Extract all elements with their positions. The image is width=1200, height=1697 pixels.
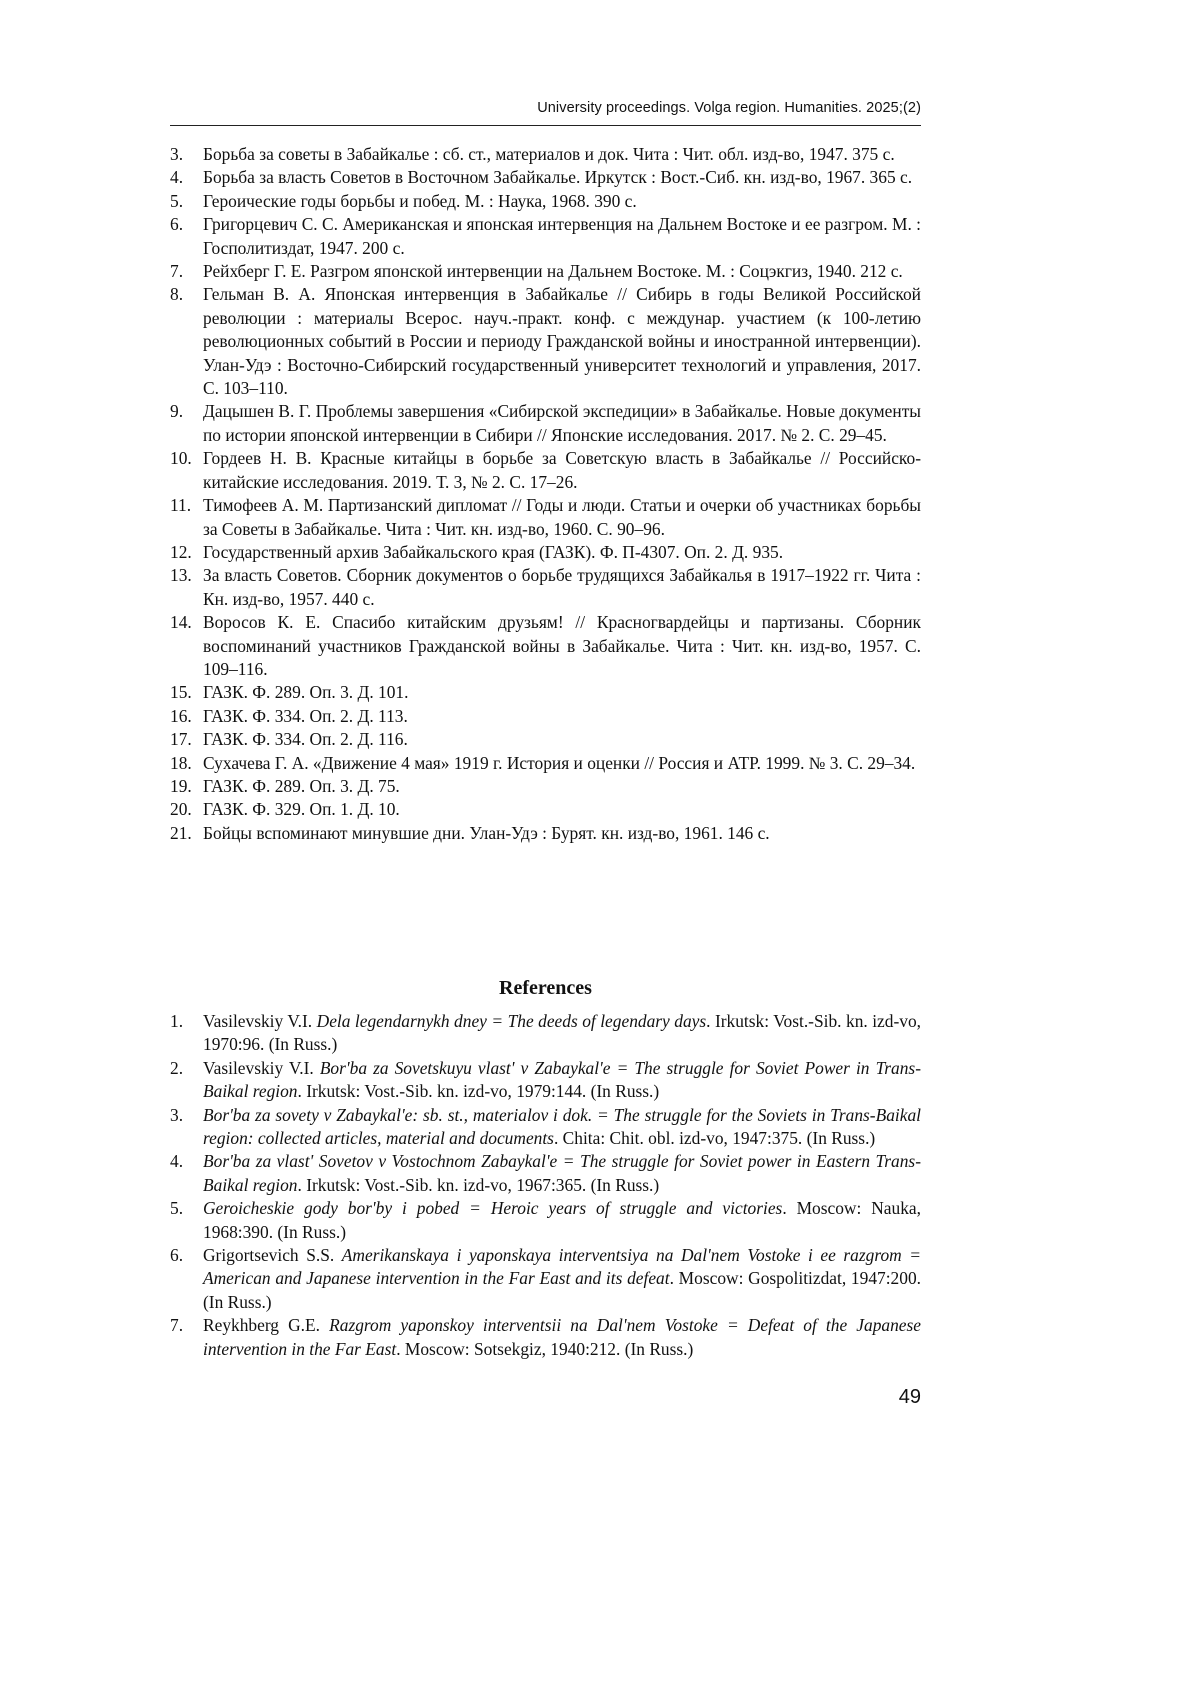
reference-text: Гордеев Н. В. Красные китайцы в борьбе за Советскую власть в Забайкалье // Российско-китайские исследования. 2019. Т. 3, № 2. С. 17–26. (203, 448, 921, 492)
reference-text: Сухачева Г. А. «Движение 4 мая» 1919 г. История и оценки // Россия и АТР. 1999. № 3. С. 29–34. (203, 752, 916, 773)
reference-number: 8. (170, 284, 184, 305)
reference-author: Vasilevskiy V.I. (203, 1057, 320, 1078)
reference-item (170, 1244, 921, 1314)
reference-number: 3. (170, 1104, 184, 1125)
reference-text: За власть Советов. Сборник документов о борьбе трудящихся Забайкалья в 1917–1922 гг. Чита : Кн. изд-во, 1957. 440 с. (203, 565, 921, 609)
reference-item (170, 1197, 921, 1244)
reference-number: 16. (170, 705, 192, 726)
reference-number: 10. (170, 448, 192, 469)
reference-text: Рейхберг Г. Е. Разгром японской интервенции на Дальнем Востоке. М. : Соцэкгиз, 1940. 212 с. (203, 261, 903, 282)
reference-item (170, 798, 921, 821)
reference-number: 4. (170, 167, 184, 188)
reference-item (170, 1104, 921, 1151)
reference-text: ГАЗК. Ф. 329. Оп. 1. Д. 10. (203, 799, 400, 820)
running-header: University proceedings. Volga region. Humanities. 2025;(2) (537, 100, 921, 116)
reference-item (170, 1314, 921, 1361)
reference-title: Bor'ba za Sovetskuyu vlast' v Zabaykal'e = The struggle for Soviet Power in Trans-Baikal region (203, 1057, 921, 1102)
reference-number: 5. (170, 190, 184, 211)
english-reference-list (170, 1010, 921, 1361)
reference-publication: . Moscow: Gospolitizdat, 1947:200. (In Russ.) (203, 1268, 921, 1312)
reference-number: 7. (170, 1315, 184, 1336)
reference-publication: . Irkutsk: Vost.-Sib. kn. izd-vo, 1967:365. (In Russ.) (297, 1174, 660, 1195)
reference-author: Reykhberg G.E. (203, 1315, 330, 1336)
reference-number: 9. (170, 401, 184, 422)
reference-text: ГАЗК. Ф. 334. Оп. 2. Д. 113. (203, 705, 408, 726)
reference-publication: . Irkutsk: Vost.-Sib. kn. izd-vo, 1979:144. (In Russ.) (297, 1081, 660, 1102)
reference-number: 12. (170, 541, 192, 562)
reference-publication: . Moscow: Nauka, 1968:390. (In Russ.) (203, 1198, 921, 1242)
reference-item (170, 260, 921, 283)
reference-title: Bor'ba za sovety v Zabaykal'e: sb. st., materialov i dok. = The struggle for the Soviets in Trans-Baikal region: collected articles, material and documents (203, 1104, 921, 1149)
reference-title: Geroicheskie gody bor'by i pobed = Heroic years of struggle and victories (203, 1198, 783, 1219)
reference-item (170, 611, 921, 681)
reference-text: Бойцы вспоминают минувшие дни. Улан-Удэ : Бурят. кн. изд-во, 1961. 146 с. (203, 822, 770, 843)
reference-text: Героические годы борьбы и побед. М. : Наука, 1968. 390 с. (203, 190, 637, 211)
reference-item (170, 283, 921, 400)
reference-publication: . Moscow: Sotsekgiz, 1940:212. (In Russ.) (396, 1338, 694, 1359)
reference-item (170, 190, 921, 213)
reference-number: 14. (170, 612, 192, 633)
reference-item (170, 775, 921, 798)
reference-item (170, 213, 921, 260)
reference-text: Государственный архив Забайкальского края (ГАЗК). Ф. П-4307. Оп. 2. Д. 935. (203, 541, 784, 562)
reference-text: ГАЗК. Ф. 334. Оп. 2. Д. 116. (203, 729, 408, 750)
reference-text: Воросов К. Е. Спасибо китайским друзьям! // Красногвардейцы и партизаны. Сборник воспоминаний участников Гражданской войны в Забайкалье. Чита : Чит. кн. изд-во, 1957. С. 109–116. (203, 612, 921, 679)
reference-text: ГАЗК. Ф. 289. Оп. 3. Д. 75. (203, 775, 400, 796)
references-heading: References (499, 977, 592, 999)
reference-number: 2. (170, 1057, 184, 1078)
reference-text: Борьба за власть Советов в Восточном Забайкалье. Иркутск : Вост.-Сиб. кн. изд-во, 1967. 365 с. (203, 167, 913, 188)
reference-item (170, 400, 921, 447)
reference-title: Razgrom yaponskoy interventsii na Dal'nem Vostoke = Defeat of the Japanese intervention in the Far East (203, 1315, 921, 1359)
reference-item (170, 166, 921, 189)
reference-number: 18. (170, 752, 192, 773)
reference-number: 20. (170, 799, 192, 820)
reference-number: 11. (170, 495, 192, 516)
reference-number: 1. (170, 1011, 184, 1031)
reference-item (170, 681, 921, 704)
reference-number: 4. (170, 1151, 184, 1172)
reference-title: Dela legendarnykh dney = The deeds of legendary days (316, 1011, 707, 1031)
reference-publication: . Chita: Chit. obl. izd-vo, 1947:375. (In Russ.) (553, 1128, 876, 1149)
reference-text: Дацышен В. Г. Проблемы завершения «Сибирской экспедиции» в Забайкалье. Новые документы по истории японской интервенции в Сибири // Японские исследования. 2017. № 2. С. 29–45. (203, 401, 921, 445)
reference-number: 3. (170, 144, 184, 164)
reference-item (170, 705, 921, 728)
reference-number: 19. (170, 775, 192, 796)
reference-number: 6. (170, 1245, 184, 1266)
reference-author: Grigortsevich S.S. (203, 1245, 342, 1266)
reference-title: Bor'ba za vlast' Sovetov v Vostochnom Zabaykal'e = The struggle for Soviet power in Eastern Trans-Baikal region (203, 1151, 921, 1195)
page-number: 49 (898, 1386, 921, 1408)
reference-text: Борьба за советы в Забайкалье : сб. ст., материалов и док. Чита : Чит. обл. изд-во, 1947. 375 с. (203, 144, 895, 164)
reference-number: 7. (170, 261, 184, 282)
reference-item (170, 564, 921, 611)
russian-reference-list (170, 143, 921, 845)
reference-item (170, 494, 921, 541)
reference-item (170, 541, 921, 564)
reference-item (170, 1010, 921, 1057)
reference-number: 5. (170, 1198, 184, 1219)
reference-number: 13. (170, 565, 192, 586)
reference-number: 6. (170, 214, 184, 235)
reference-item (170, 728, 921, 751)
reference-text: Гельман В. А. Японская интервенция в Забайкалье // Сибирь в годы Великой Российской революции : материалы Всерос. науч.-практ. конф. с междунар. участием (к 100-летию революционных событий в России и периоду Гражданской войны и иностранной интервенции). Улан-Удэ : Восточно-Сибирский государственный университет технологий и управления, 2017. С. 103–110. (203, 284, 921, 399)
reference-title: Amerikanskaya i yaponskaya interventsiya na Dal'nem Vostoke i ee razgrom = American and Japanese intervention in the Far East and its defeat (203, 1245, 922, 1289)
reference-number: 17. (170, 729, 192, 750)
header-rule (170, 125, 921, 126)
reference-item (170, 1150, 921, 1197)
reference-item (170, 447, 921, 494)
reference-item (170, 1057, 921, 1104)
reference-number: 15. (170, 682, 192, 703)
reference-item (170, 143, 921, 166)
reference-item (170, 752, 921, 775)
reference-number: 21. (170, 822, 192, 843)
reference-text: Григорцевич С. С. Американская и японская интервенция на Дальнем Востоке и ее разгром. М. : Госполитиздат, 1947. 200 с. (203, 214, 921, 258)
reference-item (170, 822, 921, 845)
reference-publication: . Irkutsk: Vost.-Sib. kn. izd-vo, 1970:96. (In Russ.) (203, 1011, 921, 1055)
reference-text: ГАЗК. Ф. 289. Оп. 3. Д. 101. (203, 682, 409, 703)
reference-text: Тимофеев А. М. Партизанский дипломат // Годы и люди. Статьи и очерки об участниках борьбы за Советы в Забайкалье. Чита : Чит. кн. изд-во, 1960. С. 90–96. (203, 495, 921, 539)
reference-author: Vasilevskiy V.I. (203, 1011, 317, 1031)
